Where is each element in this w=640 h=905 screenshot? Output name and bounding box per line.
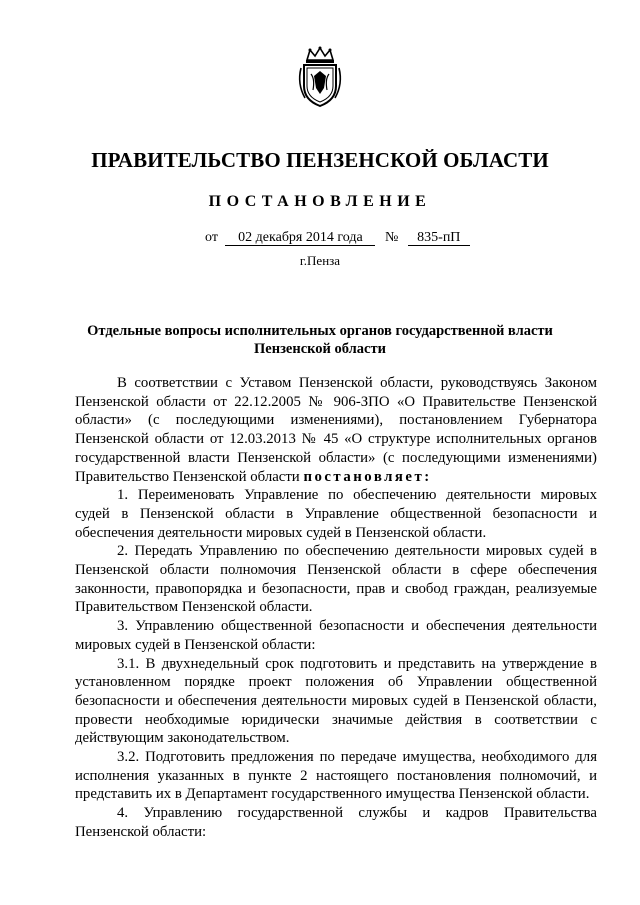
paragraph-item-4: 4. Управлению государственной службы и кадров Правительства Пензенской области: <box>75 805 597 840</box>
document-number: 835-пП <box>408 230 470 246</box>
document-type: ПОСТАНОВЛЕНИЕ <box>208 193 432 210</box>
paragraph-item-3-1: 3.1. В двухнедельный срок подготовить и представить на утверждение в установленном порядке проект положения об Управлении общественной безопасности и обеспечения деятельности мировых судей в Пензенской области, провести необходимые юридически значимые действия в соответствии с действующим законодательством. <box>75 655 597 747</box>
heading-line: Пензенской области <box>254 341 386 357</box>
paragraph-item-3: 3. Управлению общественной безопасности и обеспечения деятельности мировых судей в Пензенской области: <box>75 618 597 653</box>
heading-line: Отдельные вопросы исполнительных органов государственной власти <box>87 323 553 339</box>
city: г.Пенза <box>299 253 341 268</box>
government-title: ПРАВИТЕЛЬСТВО ПЕНЗЕНСКОЙ ОБЛАСТИ <box>91 148 549 172</box>
number-sign: № <box>384 230 399 245</box>
document-body <box>75 374 597 842</box>
coat-of-arms-icon <box>295 46 345 108</box>
resolves-word: постановляет: <box>303 468 432 485</box>
paragraph-item-2: 2. Передать Управлению по обеспечению деятельности мировых судей в Пензенской области полномочия Пензенской области в сфере обеспечения законности, правопорядка и безопасности, прав и свобод граждан, реализуемые Правительством Пензенской области. <box>75 543 597 616</box>
date-number-line <box>205 230 470 246</box>
paragraph-item-3-2: 3.2. Подготовить предложения по передаче имущества, необходимого для исполнения указанных в пункте 2 настоящего постановления полномочий, и представить их в Департамент государственного имущества Пензенской области. <box>75 749 597 803</box>
preamble-paragraph <box>75 374 597 486</box>
paragraph-item-1: 1. Переименовать Управление по обеспечению деятельности мировых судей в Пензенской области в Управление общественной безопасности и обеспечения деятельности мировых судей в Пензенской области. <box>75 487 597 541</box>
document-date: 02 декабря 2014 года <box>225 230 375 246</box>
document-heading <box>80 322 560 358</box>
date-prefix: от <box>205 230 218 245</box>
preamble-text: В соответствии с Уставом Пензенской области, руководствуясь Законом Пензенской области от 22.12.2005 № 906-ЗПО «О Правительстве Пензенской области» (с последующими изменениями), постановлением Губернатора Пензенской области от 12.03.2013 № 45 «О структуре исполнительных органов государственной власти Пензенской области» (с последующими изменениями) Правительство Пензенской области <box>75 375 597 485</box>
